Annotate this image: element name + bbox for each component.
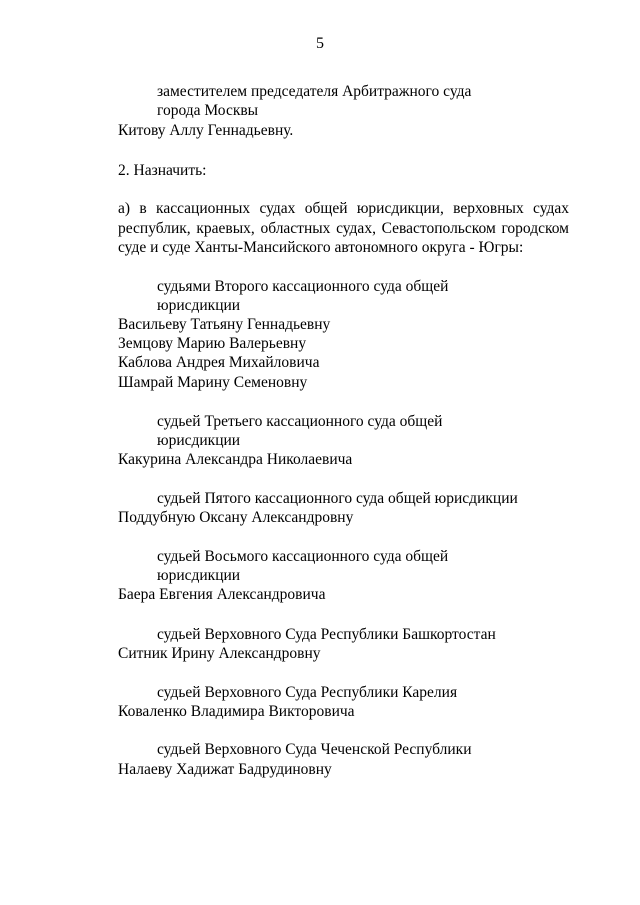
group4-title-line2: юрисдикции <box>157 567 241 584</box>
group1-title-line1: судьями Второго кассационного суда общей <box>157 278 449 295</box>
group5-person-1: Ситник Ирину Александровну <box>118 645 321 662</box>
group7-person-1: Налаеву Хадижат Бадрудиновну <box>118 761 332 778</box>
group1-person-4: Шамрай Марину Семеновну <box>118 374 308 391</box>
group2-title-line2: юрисдикции <box>157 432 241 449</box>
intro-title-line2: города Москвы <box>157 102 259 119</box>
group7-title-line1: судьей Верховного Суда Чеченской Республики <box>157 741 472 758</box>
section2-paragraph-line3: суде и суде Ханты-Мансийского автономного округа - Югры: <box>118 239 524 256</box>
group2-title-line1: судьей Третьего кассационного суда общей <box>157 413 443 430</box>
section2-paragraph-line2: республик, краевых, областных судах, Севастопольском городском <box>118 220 569 237</box>
intro-title-line1: заместителем председателя Арбитражного суда <box>157 83 472 100</box>
group2-person-1: Какурина Александра Николаевича <box>118 451 353 468</box>
group5-title-line1: судьей Верховного Суда Республики Башкортостан <box>157 626 496 643</box>
group1-person-1: Васильеву Татьяну Геннадьевну <box>118 316 331 333</box>
group1-title-line2: юрисдикции <box>157 297 241 314</box>
group6-title-line1: судьей Верховного Суда Республики Карелия <box>157 684 458 701</box>
section2-paragraph-line1: а) в кассационных судах общей юрисдикции, верховных судах <box>118 200 569 217</box>
group4-person-1: Баера Евгения Александровича <box>118 586 326 603</box>
group1-person-2: Земцову Марию Валерьевну <box>118 335 307 352</box>
page-number: 5 <box>316 35 324 52</box>
group3-title-line1: судьей Пятого кассационного суда общей юрисдикции <box>157 490 518 507</box>
section2-heading: 2. Назначить: <box>118 162 207 179</box>
group1-person-3: Каблова Андрея Михайловича <box>118 354 320 371</box>
group6-person-1: Коваленко Владимира Викторовича <box>118 703 355 720</box>
intro-person: Китову Аллу Геннадьевну. <box>118 122 294 139</box>
group4-title-line1: судьей Восьмого кассационного суда общей <box>157 548 449 565</box>
group3-person-1: Поддубную Оксану Александровну <box>118 509 354 526</box>
